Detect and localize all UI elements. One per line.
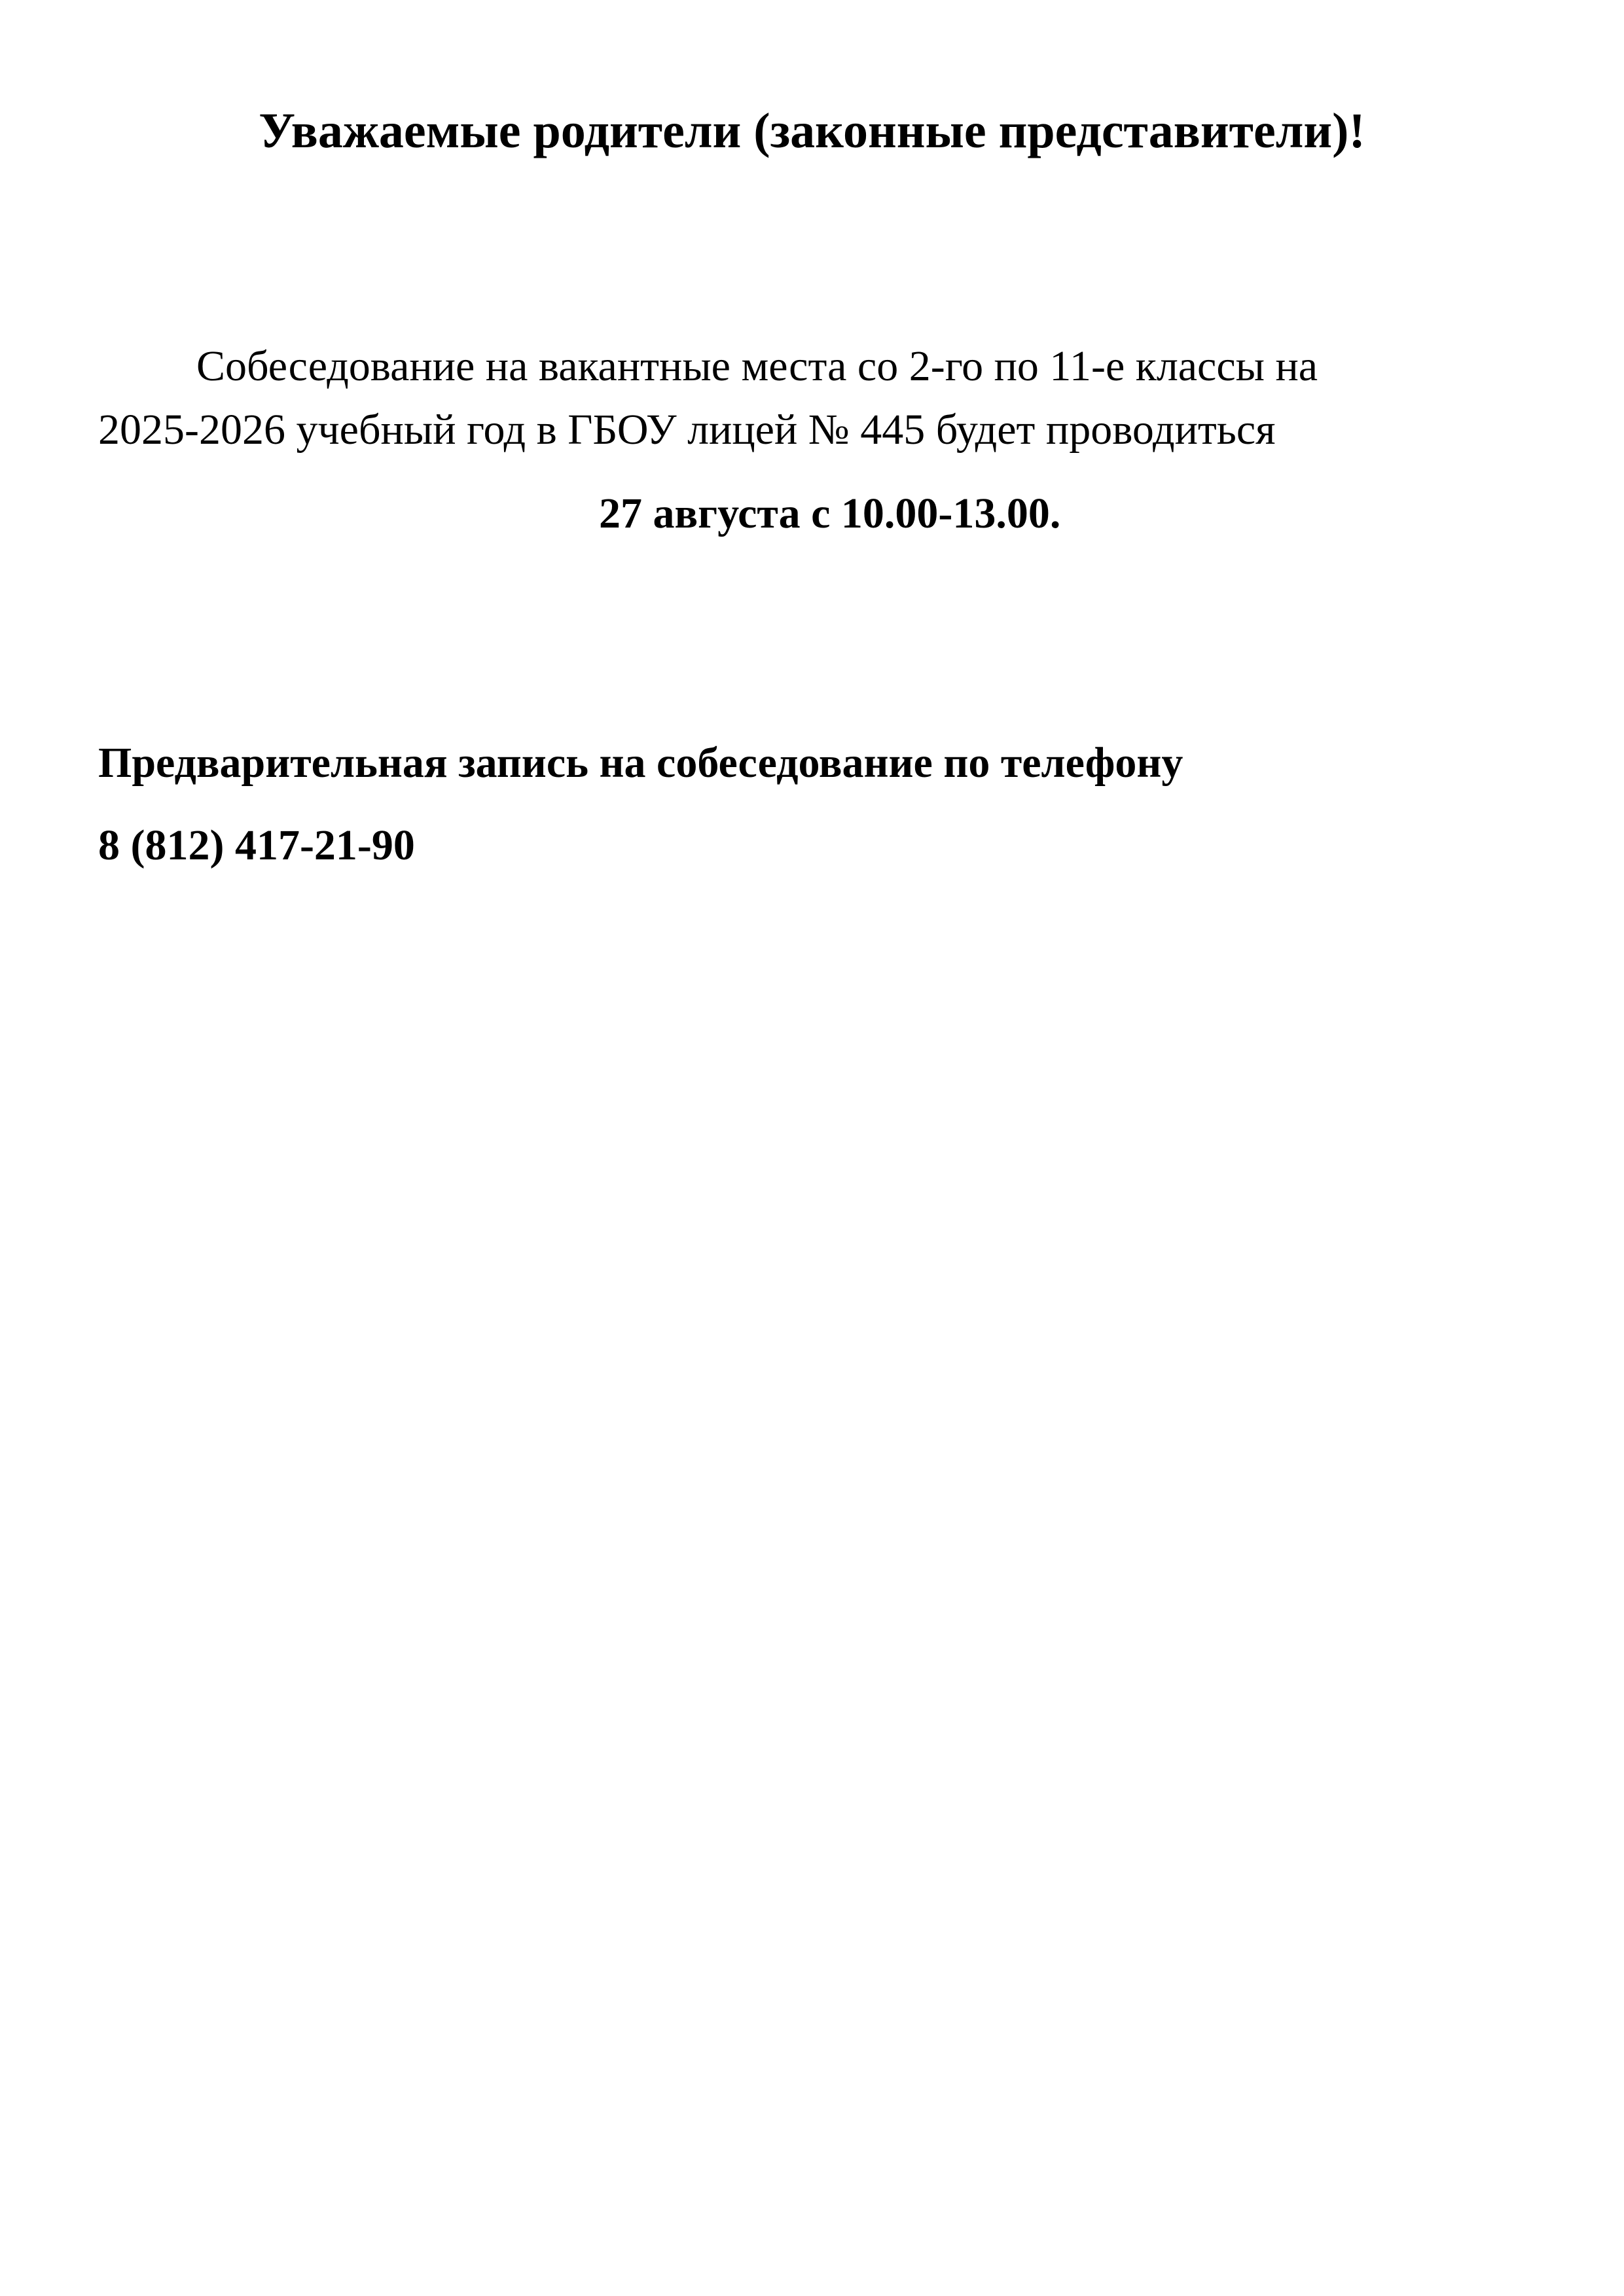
announcement-text-line-1: Собеседование на вакантные места со 2-го по 11-е классы на <box>196 342 1318 390</box>
phone-number: 8 (812) 417-21-90 <box>98 821 415 869</box>
signup-text: Предварительная запись на собеседование по телефону <box>98 739 1183 787</box>
interview-date-time: 27 августа с 10.00-13.00. <box>599 490 1061 537</box>
page-title: Уважаемые родители (законные представители)! <box>259 103 1365 158</box>
announcement-text-line-2: 2025-2026 учебный год в ГБОУ лицей № 445 будет проводиться <box>98 406 1276 454</box>
